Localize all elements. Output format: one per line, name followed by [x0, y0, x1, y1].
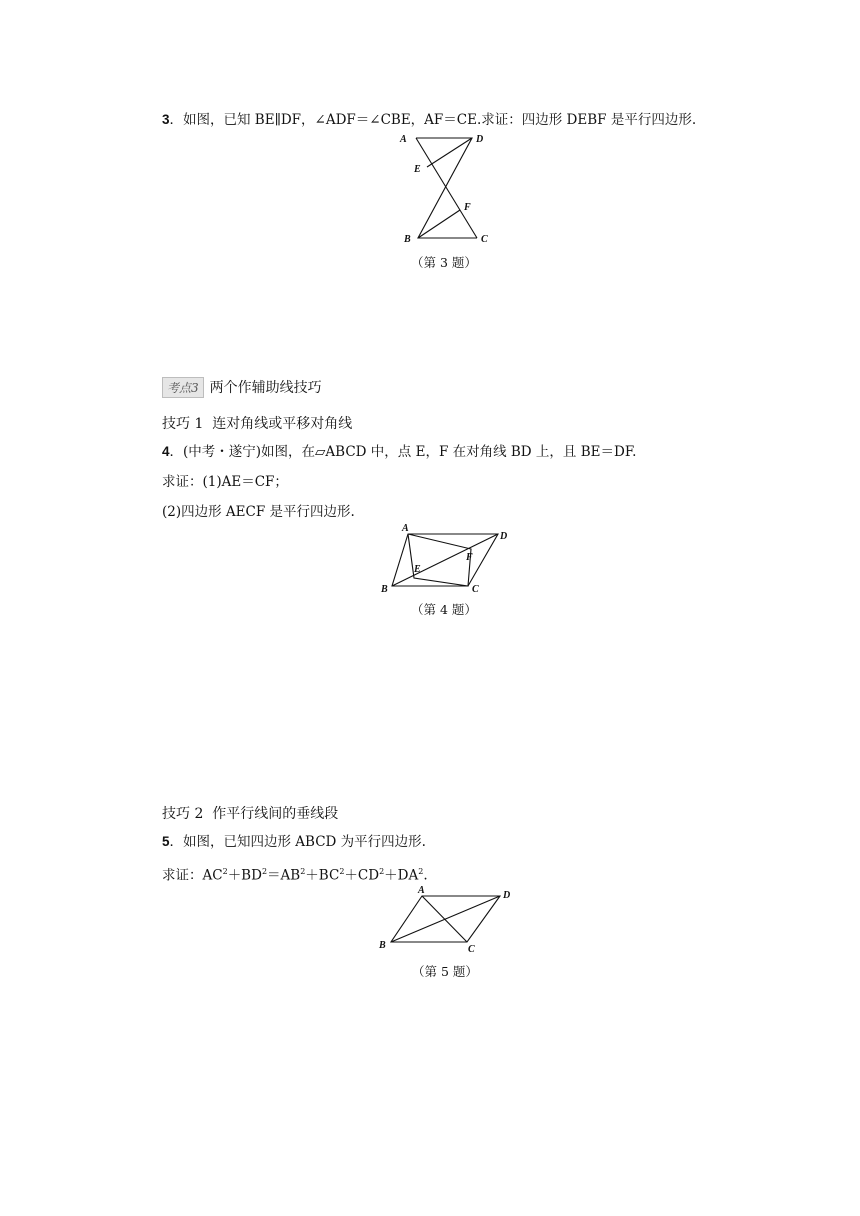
figure-5-caption: （第 5 题）: [412, 964, 478, 979]
figure-4-label-e: E: [414, 564, 421, 575]
question-5-text: [162, 833, 426, 851]
figure-4-label-b: B: [381, 584, 388, 595]
tip-2-heading: [162, 803, 338, 823]
figure-4-caption: （第 4 题）: [411, 602, 477, 617]
figure-4-label-f: F: [466, 552, 473, 563]
question-3-text: [162, 111, 696, 129]
figure-5-label-c: C: [468, 944, 475, 954]
figure-3-segment-bf: [418, 210, 460, 238]
figure-4: [375, 520, 515, 598]
tip-1-title: 连对角线或平移对角线: [212, 416, 353, 432]
figure-4-diagonal-bd: [392, 534, 498, 586]
question-4-prove-2: (2)四边形 AECF 是平行四边形.: [162, 504, 355, 520]
q5-term-bd: ＋BD: [227, 867, 262, 884]
figure-4-quadrilateral-aecf: [408, 534, 471, 586]
q5-term-bc: ＋BC: [305, 867, 340, 884]
figure-5-label-d: D: [503, 890, 511, 901]
section-title: 两个作辅助线技巧: [209, 380, 322, 396]
figure-3-label-e: E: [414, 164, 421, 175]
section-tag: 考点3: [162, 377, 204, 398]
figure-3-label-a: A: [400, 134, 407, 145]
question-4-text: [162, 443, 636, 461]
question-3-body: ．如图，已知 BE∥DF，∠ADF＝∠CBE，AF＝CE.求证：四边形 DEBF 是平行四边形.: [169, 112, 697, 128]
q5-sup-1: 2: [222, 867, 228, 876]
figure-3-diagonal-ac: [416, 138, 477, 238]
figure-4-label-d: D: [500, 531, 508, 542]
tip-2-label: 技巧 2: [162, 806, 204, 822]
figure-3-caption: （第 3 题）: [411, 255, 477, 270]
question-4-prove-1: 求证：(1)AE＝CF；: [162, 474, 288, 490]
figure-5: [372, 882, 517, 954]
q5-term-da: ＋DA: [384, 867, 419, 884]
figure-5-label-b: B: [379, 940, 386, 951]
question-4-number: 4: [162, 444, 170, 459]
q5-term-ab: ＝AB: [267, 867, 301, 884]
figure-3-label-f: F: [464, 202, 471, 213]
question-3-number: 3: [162, 112, 170, 127]
figure-3-segment-de: [427, 138, 472, 167]
figure-4-label-a: A: [402, 523, 409, 534]
tip-2-title: 作平行线间的垂线段: [212, 806, 339, 822]
question-5-number: 5: [162, 834, 170, 849]
question-4-body: ．(中考・遂宁)如图，在▱ABCD 中，点 E，F 在对角线 BD 上，且 BE＝DF.: [169, 444, 637, 460]
figure-3-label-d: D: [476, 134, 484, 145]
figure-3: [390, 128, 500, 246]
section-heading: [162, 377, 322, 398]
q5-sup-4: 2: [339, 867, 345, 876]
question-5-body: ．如图，已知四边形 ABCD 为平行四边形.: [169, 834, 426, 850]
q5-term-ac: 求证：AC: [162, 867, 223, 884]
q5-end: .: [423, 867, 428, 884]
q5-term-cd: ＋CD: [344, 867, 380, 884]
figure-5-label-a: A: [418, 885, 425, 896]
figure-4-label-c: C: [472, 584, 479, 595]
q5-sup-5: 2: [379, 867, 385, 876]
figure-3-label-b: B: [404, 234, 411, 245]
tip-1-label: 技巧 1: [162, 416, 204, 432]
figure-3-label-c: C: [481, 234, 488, 245]
q5-sup-2: 2: [261, 867, 268, 876]
q5-sup-6: 2: [418, 867, 424, 876]
tip-1-heading: [162, 413, 352, 433]
q5-sup-3: 2: [300, 867, 306, 876]
